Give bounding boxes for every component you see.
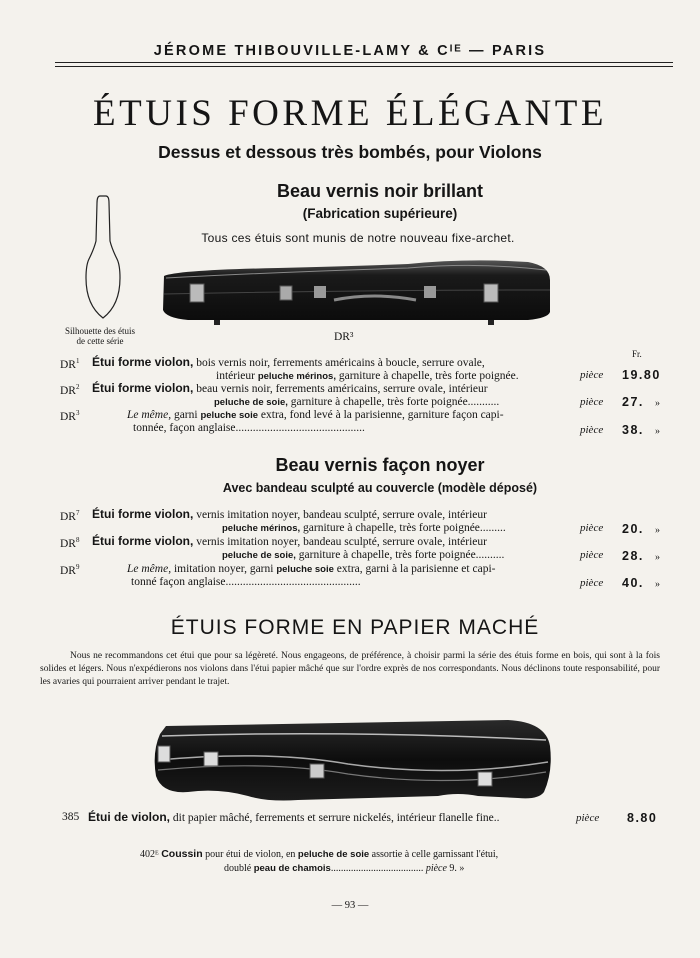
item-description: Étui forme violon, bois vernis noir, ferrements américains à boucle, serrure ovale, intérieur peluche mérinos, garniture à chapelle, très forte poignée. bbox=[92, 355, 519, 382]
item-price: 19.80 bbox=[622, 368, 661, 382]
image-caption-dr3: DR³ bbox=[334, 331, 354, 343]
section3-heading: ÉTUIS FORME EN PAPIER MACHÉ bbox=[170, 616, 540, 639]
section2-subheading: Avec bandeau sculpté au couvercle (modèle déposé) bbox=[222, 481, 538, 495]
item-code: $DR^7$ bbox=[60, 509, 80, 523]
item-code: 385 bbox=[62, 811, 80, 823]
item-description: Étui forme violon, vernis imitation noyer, bandeau sculpté, serrure ovale, intérieur peluche de soie, garniture à chapelle, très forte poignée.......... bbox=[92, 534, 505, 561]
unit-label: pièce bbox=[576, 812, 600, 824]
item-description: Étui forme violon, vernis imitation noyer, bandeau sculpté, serrure ovale, intérieur peluche mérinos, garniture à chapelle, très forte poignée......... bbox=[92, 507, 506, 534]
page-title: ÉTUIS FORME ÉLÉGANTE bbox=[93, 93, 607, 134]
unit-label: pièce bbox=[580, 549, 604, 561]
header-rule bbox=[55, 62, 673, 63]
sub-item-description: 402ᴱ Coussin pour étui de violon, en peluche de soie assortie à celle garnissant l'étui, doublé peau de chamois..................................... pièce 9. » bbox=[140, 848, 499, 874]
page-header: JÉROME THIBOUVILLE-LAMY & Cᴵᴱ — PARIS bbox=[153, 43, 547, 59]
item-price: 28. bbox=[622, 549, 644, 563]
page-number: — 93 — bbox=[331, 900, 369, 911]
unit-label: pièce bbox=[580, 577, 604, 589]
unit-label: pièce bbox=[580, 396, 604, 408]
unit-label: pièce bbox=[580, 424, 604, 436]
violin-case-papier-mache-image bbox=[148, 712, 560, 804]
item-code: $DR^9$ bbox=[60, 563, 80, 577]
price-mark: » bbox=[655, 579, 660, 590]
section2-heading: Beau vernis façon noyer bbox=[275, 455, 485, 475]
header-rule-thin bbox=[55, 66, 673, 67]
item-code: $DR^8$ bbox=[60, 536, 80, 550]
violin-case-black-image bbox=[158, 250, 558, 328]
item-description: Le même, imitation noyer, garni peluche soie extra, garni à la parisienne et capi- tonné façon anglaise............................................... bbox=[127, 563, 496, 588]
page-subtitle: Dessus et dessous très bombés, pour Violons bbox=[158, 142, 542, 162]
section1-heading: Beau vernis noir brillant bbox=[276, 181, 484, 201]
item-description: Le même, garni peluche soie extra, fond levé à la parisienne, garniture façon capi- tonnée, façon anglaise............................................. bbox=[127, 409, 504, 434]
price-mark: » bbox=[655, 426, 660, 437]
item-price: 40. bbox=[622, 576, 644, 590]
item-price: 27. bbox=[622, 395, 644, 409]
section3-paragraph: Nous ne recommandons cet étui que pour sa légèreté. Nous engageons, de préférence, à choisir parmi la série des étuis forme en bois, qui sont à la fois solides et légers. Nous n'expédierons nos violons dans l'étui papier mâché que sur l'ordre exprès de nos correspondants. Nous déclinons toute responsabilité, pour les avaries qui pourraient arriver pendant le trajet. bbox=[40, 651, 660, 687]
price-mark: » bbox=[655, 525, 660, 536]
case-silhouette-illustration bbox=[78, 193, 128, 323]
item-description: Étui forme violon, beau vernis noir, ferrements américains, serrure ovale, intérieur peluche de soie, garniture à chapelle, très forte poignée........... bbox=[92, 381, 500, 408]
section1-note: Tous ces étuis sont munis de notre nouveau fixe-archet. bbox=[201, 231, 515, 245]
unit-label: pièce bbox=[580, 522, 604, 534]
item-code: $DR^3$ bbox=[60, 409, 80, 423]
price-mark: » bbox=[655, 552, 660, 563]
item-price: 20. bbox=[622, 522, 644, 536]
section1-subheading: (Fabrication supérieure) bbox=[302, 206, 458, 221]
item-price: 8.80 bbox=[627, 811, 658, 825]
item-price: 38. bbox=[622, 423, 644, 437]
currency-header: Fr. bbox=[632, 349, 642, 359]
price-mark: » bbox=[655, 398, 660, 409]
unit-label: pièce bbox=[580, 369, 604, 381]
item-description: Étui de violon, dit papier mâché, ferrements et serrure nickelés, intérieur flanelle fine.. bbox=[88, 810, 500, 824]
item-code: $DR^2$ bbox=[60, 383, 80, 397]
silhouette-caption: Silhouette des étuis de cette série bbox=[65, 326, 135, 346]
item-code: $DR^1$ bbox=[60, 357, 80, 371]
